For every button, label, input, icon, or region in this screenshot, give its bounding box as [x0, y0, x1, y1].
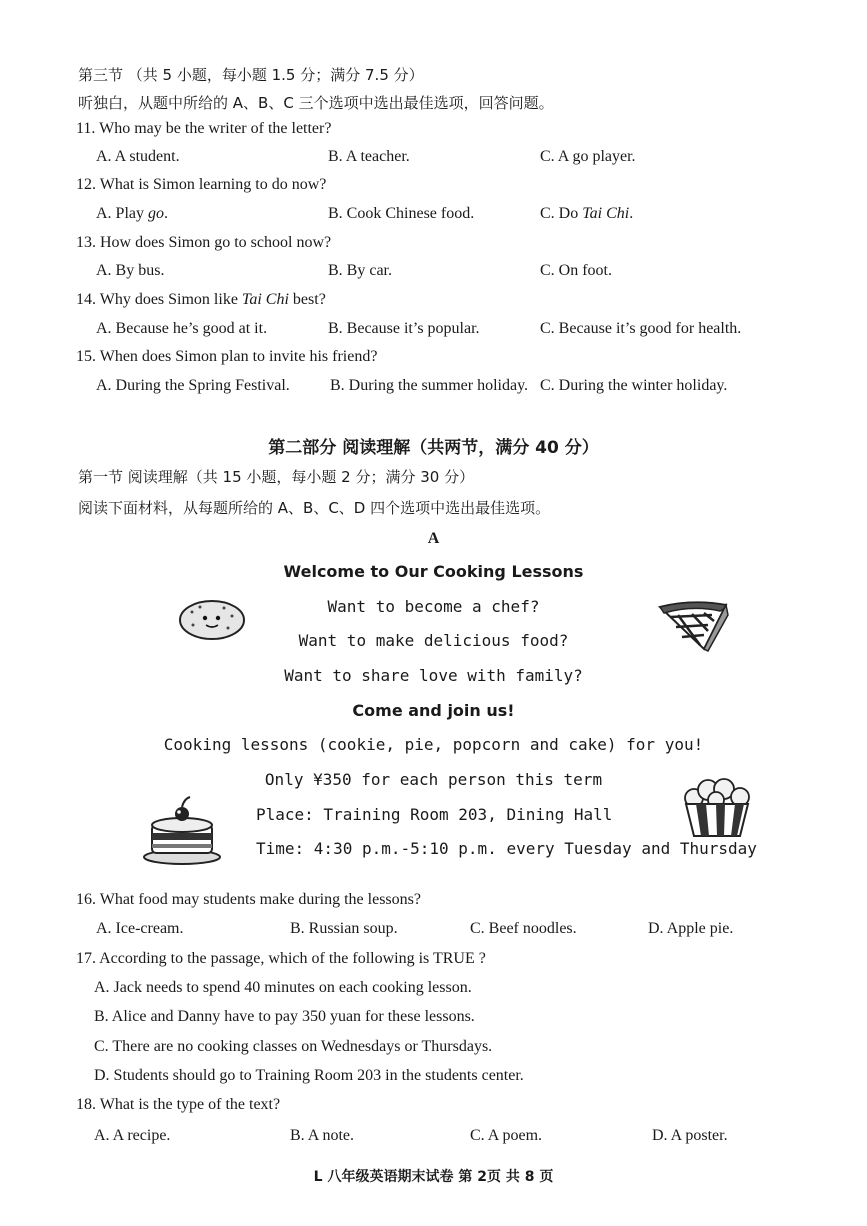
poster-place: Place: Training Room 203, Dining Hall — [256, 805, 613, 824]
question-17-option-c: C. There are no cooking classes on Wednesdays or Thursdays. — [94, 1038, 493, 1055]
question-18-stem: 18. What is the type of the text? — [76, 1096, 281, 1113]
section-heading: 第三节 （共 5 小题，每小题 1.5 分；满分 7.5 分） — [78, 66, 424, 84]
question-17-option-a: A. Jack needs to spend 40 minutes on each cooking lesson. — [94, 979, 472, 996]
popcorn-icon — [680, 778, 754, 838]
pie-icon — [656, 597, 732, 653]
question-12-stem: 12. What is Simon learning to do now? — [76, 176, 327, 193]
question-15-option-b: B. During the summer holiday. — [330, 377, 529, 394]
question-17-option-b: B. Alice and Danny have to pay 350 yuan for these lessons. — [94, 1008, 475, 1025]
question-14-option-a: A. Because he’s good at it. — [96, 320, 268, 337]
poster-call-to-action: Come and join us! — [352, 701, 515, 720]
question-16-option-b: B. Russian soup. — [290, 920, 398, 937]
question-16-option-a: A. Ice-cream. — [96, 920, 184, 937]
question-14-stem: 14. Why does Simon like Tai Chi best? — [76, 291, 326, 308]
question-15-option-c: C. During the winter holiday. — [540, 377, 728, 394]
page-footer: L 八年级英语期末试卷 第 2页 共 8 页 — [313, 1169, 554, 1185]
poster-title: Welcome to Our Cooking Lessons — [283, 562, 584, 581]
question-11-option-c: C. A go player. — [540, 148, 636, 165]
poster-time: Time: 4:30 p.m.-5:10 p.m. every Tuesday and Thursday — [256, 839, 757, 858]
question-17-stem: 17. According to the passage, which of the following is TRUE ? — [76, 950, 486, 967]
poster-line: Cooking lessons (cookie, pie, popcorn and cake) for you! — [163, 735, 704, 754]
poster-line: Want to become a chef? — [327, 597, 540, 616]
poster-line: Want to make delicious food? — [298, 631, 569, 650]
passage-letter: A — [427, 530, 440, 547]
cake-icon — [142, 795, 222, 865]
question-18-option-b: B. A note. — [290, 1127, 355, 1144]
question-14-option-c: C. Because it’s good for health. — [540, 320, 742, 337]
question-12-option-c: C. Do Tai Chi. — [540, 205, 634, 222]
question-16-option-d: D. Apple pie. — [648, 920, 734, 937]
question-11-option-a: A. A student. — [96, 148, 180, 165]
question-12-option-b: B. Cook Chinese food. — [328, 205, 475, 222]
poster-line: Want to share love with family? — [284, 666, 583, 685]
question-17-option-d: D. Students should go to Training Room 203 in the students center. — [94, 1067, 524, 1084]
question-15-option-a: A. During the Spring Festival. — [96, 377, 290, 394]
subsection-heading: 第一节 阅读理解（共 15 小题，每小题 2 分；满分 30 分） — [78, 468, 475, 486]
question-15-stem: 15. When does Simon plan to invite his friend? — [76, 348, 378, 365]
question-13-option-c: C. On foot. — [540, 262, 612, 279]
question-18-option-a: A. A recipe. — [94, 1127, 171, 1144]
question-14-option-b: B. Because it’s popular. — [328, 320, 480, 337]
question-18-option-d: D. A poster. — [652, 1127, 728, 1144]
question-16-option-c: C. Beef noodles. — [470, 920, 577, 937]
question-16-stem: 16. What food may students make during the lessons? — [76, 891, 421, 908]
question-13-stem: 13. How does Simon go to school now? — [76, 234, 332, 251]
question-11-option-b: B. A teacher. — [328, 148, 410, 165]
section-instruction: 听独白，从题中所给的 A、B、C 三个选项中选出最佳选项，回答问题。 — [78, 94, 554, 112]
question-11-stem: 11. Who may be the writer of the letter? — [76, 120, 332, 137]
reading-instruction: 阅读下面材料，从每题所给的 A、B、C、D 四个选项中选出最佳选项。 — [78, 499, 551, 517]
question-13-option-a: A. By bus. — [96, 262, 165, 279]
part-heading: 第二部分 阅读理解（共两节，满分 40 分） — [268, 438, 599, 458]
question-13-option-b: B. By car. — [328, 262, 392, 279]
question-18-option-c: C. A poem. — [470, 1127, 543, 1144]
poster-line: Only ¥350 for each person this term — [264, 770, 603, 789]
cookie-icon — [178, 598, 246, 642]
question-12-option-a: A. Play go. — [96, 205, 168, 222]
